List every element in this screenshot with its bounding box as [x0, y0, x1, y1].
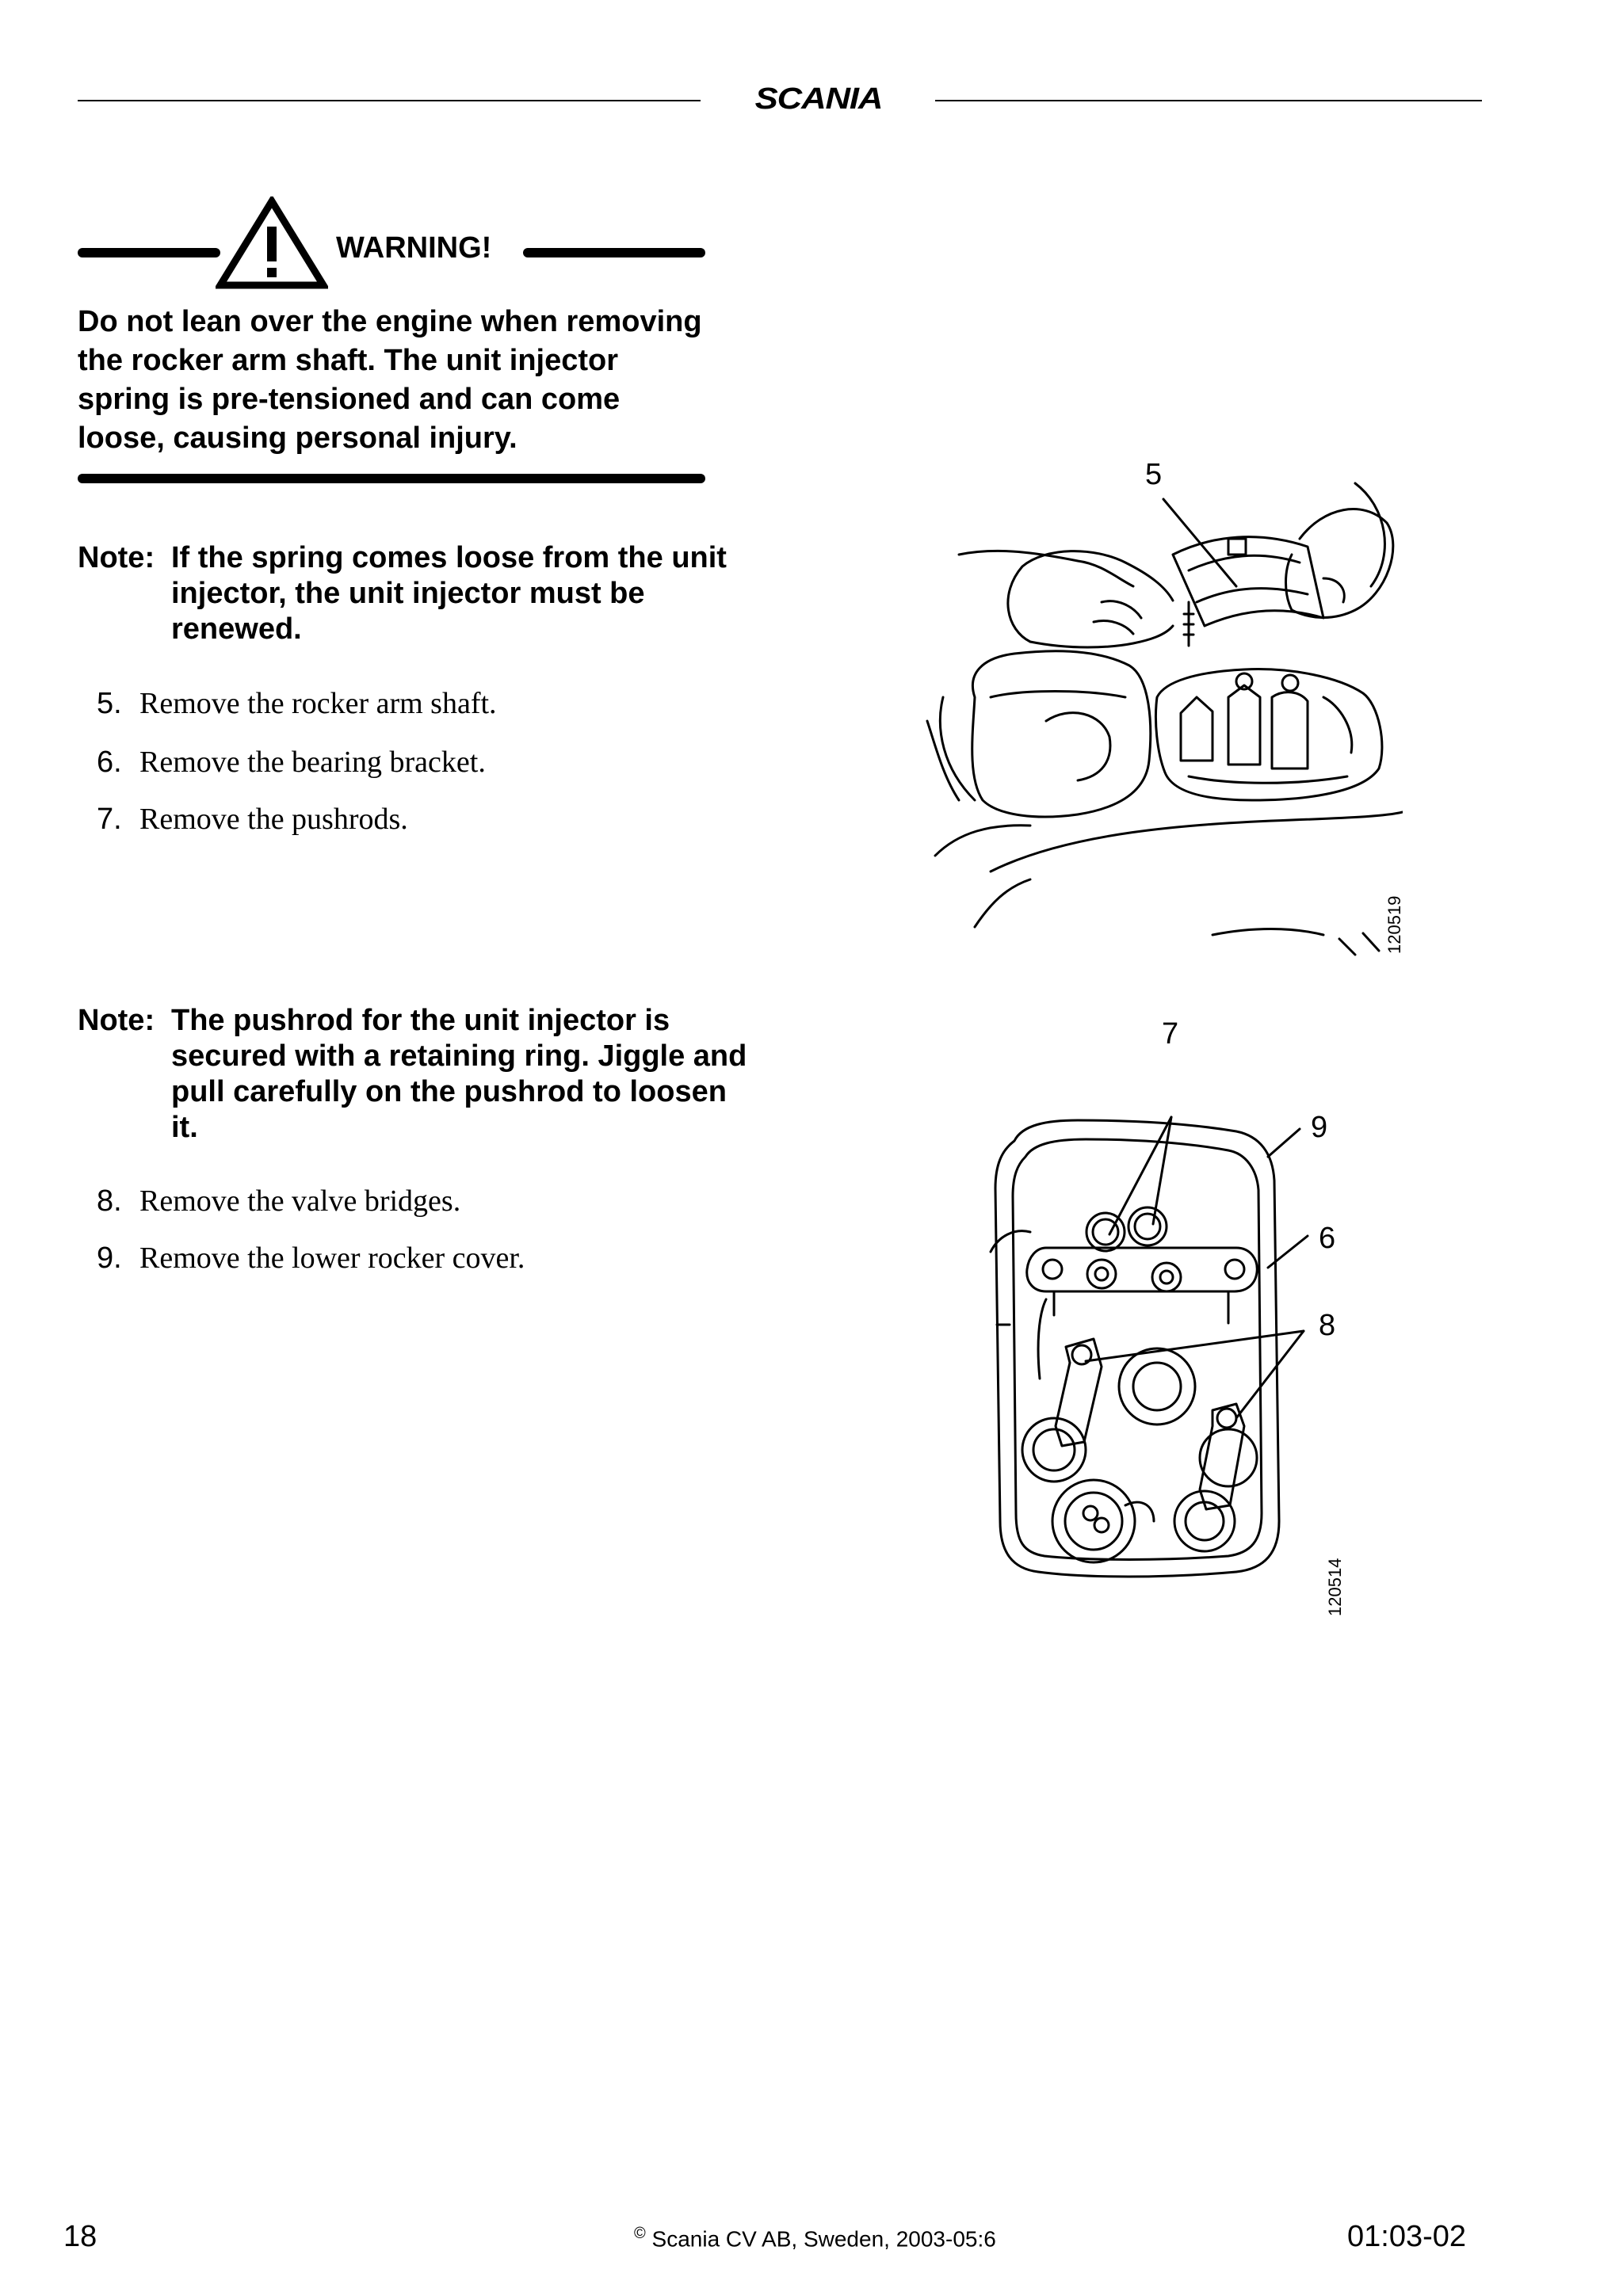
header-rule-left: [78, 100, 701, 101]
figure1-code: 120519: [1384, 895, 1404, 954]
warning-rule-left: [78, 248, 220, 257]
warning-text: Do not lean over the engine when removing the rocker arm shaft. The unit injector spring is pre-tensioned and can come loose, causing personal injury.: [78, 305, 702, 455]
step-text: Remove the rocker arm shaft.: [139, 687, 497, 720]
copyright-text: Scania CV AB, Sweden, 2003-05:6: [651, 2226, 996, 2252]
warning-rule-bottom: [78, 474, 705, 483]
step-item: [97, 686, 497, 721]
page-number: 18: [63, 2220, 97, 2253]
step-number: 7.: [97, 803, 122, 836]
warning-rule-right: [523, 248, 705, 257]
note-text: If the spring comes loose from the unit injector, the unit injector must be renewed.: [171, 541, 727, 646]
figure1-callout-5: 5: [1145, 458, 1163, 491]
figure2-callout-6: 6: [1319, 1222, 1336, 1255]
scania-logo: SCANIA: [754, 82, 883, 116]
note-pushrod: [78, 1003, 747, 1154]
cylinder-head-top-view-illustration: [951, 1093, 1363, 1616]
step-text: Remove the valve bridges.: [139, 1184, 461, 1218]
step-text: Remove the lower rocker cover.: [139, 1241, 525, 1275]
step-number: 9.: [97, 1241, 122, 1275]
note-spring: [78, 540, 743, 651]
step-item: [97, 1241, 525, 1276]
figure2-callout-9: 9: [1311, 1111, 1328, 1144]
note-text: The pushrod for the unit injector is secured with a retaining ring. Jiggle and pull carefully on the pushrod to loosen it.: [171, 1004, 747, 1144]
step-text: Remove the pushrods.: [139, 803, 408, 836]
figure2-callout-7: 7: [1162, 1017, 1179, 1051]
step-number: 8.: [97, 1184, 122, 1218]
warning-title: WARNING!: [336, 231, 492, 265]
note-label: Note:: [78, 541, 155, 574]
document-code: 01:03-02: [1347, 2220, 1467, 2253]
copyright-symbol: ©: [634, 2225, 646, 2242]
step-item: [97, 1184, 460, 1219]
footer-copyright: [634, 2225, 996, 2252]
step-text: Remove the bearing bracket.: [139, 746, 486, 779]
step-item: [97, 802, 408, 837]
step-item: [97, 745, 486, 780]
figure2-code: 120514: [1325, 1558, 1345, 1616]
header-rule-right: [935, 100, 1482, 101]
step-number: 5.: [97, 687, 122, 720]
step-number: 6.: [97, 746, 122, 779]
note-label: Note:: [78, 1004, 155, 1037]
warning-triangle-icon: [216, 196, 328, 290]
rocker-shaft-removal-illustration: [911, 460, 1403, 967]
figure2-callout-8: 8: [1319, 1309, 1336, 1342]
